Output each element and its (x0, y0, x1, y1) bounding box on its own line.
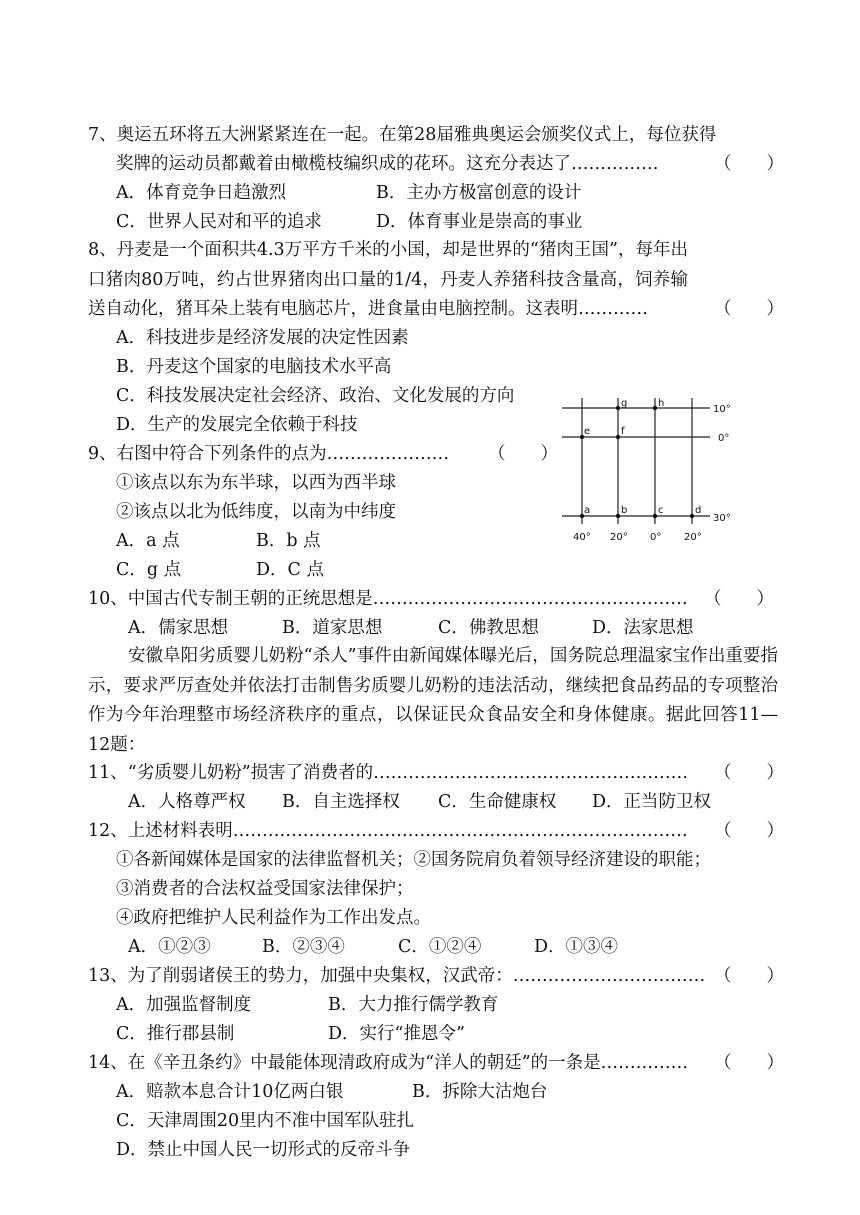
q7-answer-bracket: （ ） (714, 154, 784, 174)
q11-option-a: A．人格尊严权 (128, 792, 246, 812)
q9-option-c: C．g 点 (116, 560, 182, 580)
q11-option-b: B．自主选择权 (282, 792, 400, 812)
q9-option-a: A．a 点 (116, 531, 180, 551)
q14-option-c: C．天津周围20里内不准中国军队驻扎 (116, 1111, 415, 1131)
q11-options (128, 790, 712, 814)
point-g (616, 406, 620, 410)
q11-answer-bracket: （ ） (714, 763, 784, 783)
q12-option-b: B．②③④ (262, 937, 345, 957)
q14-answer-bracket: （ ） (714, 1053, 784, 1073)
lon-label-20e: 20° (684, 532, 702, 543)
reading-passage: 安徽阜阳劣质婴儿奶粉“杀人”事件由新闻媒体曝光后，国务院总理温家宝作出重要指示，要求严厉查处并依法打击制售劣质婴儿奶粉的违法活动，继续把食品药品的专项整治作为今年治理整市场经济秩序的重点，以保证民众食品安全和身体健康。据此回答11—12题： (88, 646, 778, 755)
q10-option-c: C．佛教思想 (438, 618, 539, 638)
q14-option-b: B．拆除大沽炮台 (412, 1082, 548, 1102)
q7-stem-cont: 奖牌的运动员都戴着由橄榄枝编织成的花环。这充分表达了…………… (116, 154, 659, 174)
q8-option-c: C．科技发展决定社会经济、政治、文化发展的方向 (116, 386, 515, 406)
q7-stem: 7、奥运五环将五大洲紧紧连在一起。在第28届雅典奥运会颁奖仪式上，每位获得 (88, 125, 717, 145)
q14-option-a: A．赔款本息合计10亿两白银 (116, 1082, 344, 1102)
q13-option-c: C．推行郡县制 (116, 1024, 235, 1044)
q8-option-b: B．丹麦这个国家的电脑技术水平高 (116, 357, 392, 377)
q7-option-a: A．体育竞争日趋激烈 (116, 183, 287, 203)
q9-option-d: D．C 点 (256, 560, 324, 580)
q14-options-row1 (116, 1080, 548, 1104)
q12-statement-1-2: ①各新闻媒体是国家的法律监督机关；②国务院肩负着领导经济建设的职能； (116, 850, 711, 870)
q12-option-c: C．①②④ (398, 937, 482, 957)
q10-option-b: B．道家思想 (282, 618, 383, 638)
q7-option-c: C．世界人民对和平的追求 (116, 212, 322, 232)
q9-condition-1: ①该点以东为东半球，以西为西半球 (116, 473, 396, 493)
q8-option-a: A．科技进步是经济发展的决定性因素 (116, 328, 409, 348)
q8-option-d: D．生产的发展完全依赖于科技 (116, 415, 358, 435)
q13-option-b: B．大力推行儒学教育 (328, 995, 499, 1015)
q7-options-row1 (116, 181, 582, 205)
point-f (616, 435, 620, 439)
q12-options (128, 935, 619, 959)
q7-options-row2 (116, 210, 583, 234)
q13-options-row1 (116, 993, 499, 1017)
label-b: b (621, 505, 628, 516)
point-c (653, 514, 657, 518)
lat-long-grid-figure (558, 394, 738, 544)
q10-options (128, 616, 694, 640)
point-b (616, 514, 620, 518)
q12-statement-3: ③消费者的合法权益受国家法律保护； (116, 879, 414, 899)
point-h (653, 406, 657, 410)
q12-stem: 12、上述材料表明…………………………………………………………………… (88, 821, 688, 841)
q10-option-d: D．法家思想 (592, 618, 694, 638)
label-g: g (621, 398, 628, 409)
q12-statement-4: ④政府把维护人民利益作为工作出发点。 (116, 908, 431, 928)
q11-option-d: D．正当防卫权 (592, 792, 712, 812)
q12-option-a: A．①②③ (128, 937, 211, 957)
q14-option-d: D．禁止中国人民一切形式的反帝斗争 (116, 1140, 411, 1160)
label-d: d (695, 505, 702, 516)
q8-answer-bracket: （ ） (714, 299, 784, 319)
lat-label-10: 10° (713, 404, 731, 415)
lon-label-20w: 20° (610, 532, 628, 543)
lat-label-0: 0° (718, 433, 730, 444)
label-c: c (658, 505, 664, 516)
q7-option-b: B．主办方极富创意的设计 (376, 183, 582, 203)
q14-stem: 14、在《辛丑条约》中最能体现清政府成为“洋人的朝廷”的一条是…………… (88, 1053, 689, 1073)
q9-option-b: B．b 点 (256, 531, 321, 551)
lon-label-40: 40° (573, 532, 591, 543)
point-d (690, 514, 694, 518)
q10-answer-bracket: （ ） (704, 589, 774, 609)
lon-label-0: 0° (650, 532, 662, 543)
q10-stem: 10、中国古代专制王朝的正统思想是……………………………………………… (88, 589, 688, 609)
q13-answer-bracket: （ ） (714, 966, 784, 986)
q12-option-d: D．①③④ (534, 937, 619, 957)
lat-label-30: 30° (713, 513, 731, 524)
q13-stem: 13、为了削弱诸侯王的势力，加强中央集权，汉武帝：…………………………… (88, 966, 706, 986)
q9-answer-bracket: （ ） (488, 444, 558, 464)
q9-options-row2 (116, 558, 324, 582)
q7-option-d: D．体育事业是崇高的事业 (376, 212, 583, 232)
q11-option-c: C．生命健康权 (438, 792, 557, 812)
q13-options-row2 (116, 1022, 465, 1046)
label-f: f (621, 426, 625, 437)
q12-answer-bracket: （ ） (714, 821, 784, 841)
label-a: a (584, 505, 591, 516)
label-e: e (584, 426, 591, 437)
q8-stem: 8、丹麦是一个面积共4.3万平方千米的小国，却是世界的“猪肉王国”，每年出口猪肉80万吨，约占世界猪肉出口量的1/4，丹麦人养猪科技含量高，饲养输送自动化，猪耳朵上装有电脑芯片，进食量由电脑控制。这表明………… (88, 240, 688, 319)
q10-option-a: A．儒家思想 (128, 618, 229, 638)
q13-option-a: A．加强监督制度 (116, 995, 252, 1015)
q11-stem: 11、“劣质婴儿奶粉”损害了消费者的……………………………………………… (88, 763, 689, 783)
q13-option-d: D．实行“推恩令” (328, 1024, 465, 1044)
q9-condition-2: ②该点以北为低纬度，以南为中纬度 (116, 502, 396, 522)
label-h: h (658, 398, 665, 409)
q9-stem: 9、右图中符合下列条件的点为………………… (88, 444, 450, 464)
q9-options-row1 (116, 529, 321, 553)
